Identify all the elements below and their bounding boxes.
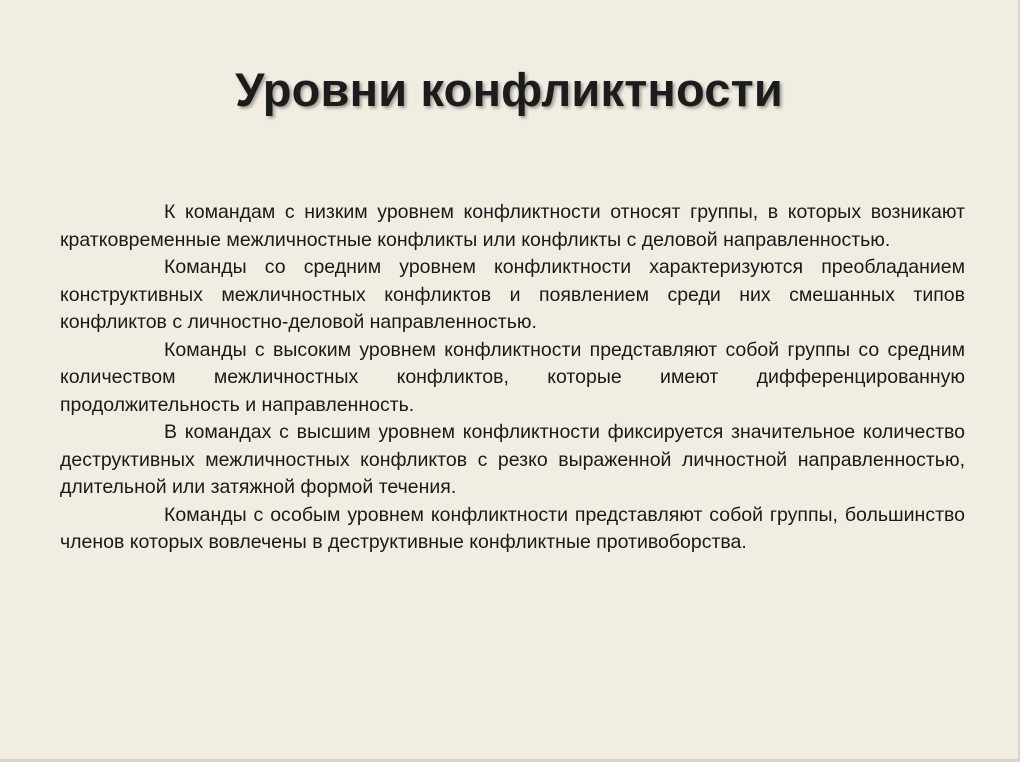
- slide-title: Уровни конфликтности: [235, 63, 783, 116]
- paragraph-medium-conflict: Команды со средним уровнем конфликтности характеризуются преобладанием конструктивных межличностных конфликтов и появлением среди них смешанных типов конфликтов с личностно-деловой направленностью.: [60, 256, 965, 333]
- paragraph-low-conflict: К командам с низким уровнем конфликтности относят группы, в которых возникают кратковременные межличностные конфликты или конфликты с деловой направленностью.: [60, 201, 965, 251]
- paragraph-high-conflict: Команды с высоким уровнем конфликтности представляют собой группы со средним количеством межличностных конфликтов, которые имеют дифференцированную продолжительность и направленность.: [60, 338, 965, 416]
- paragraph-highest-conflict: В командах с высшим уровнем конфликтности фиксируется значительное количество деструктивных межличностных конфликтов с резко выраженной личностной направленностью, длительной или затяжной формой течения.: [60, 421, 965, 498]
- slide-body: [60, 199, 965, 557]
- paragraph-special-conflict: Команды с особым уровнем конфликтности представляют собой группы, большинство членов которых вовлечены в деструктивные конфликтные противоборства.: [60, 503, 965, 553]
